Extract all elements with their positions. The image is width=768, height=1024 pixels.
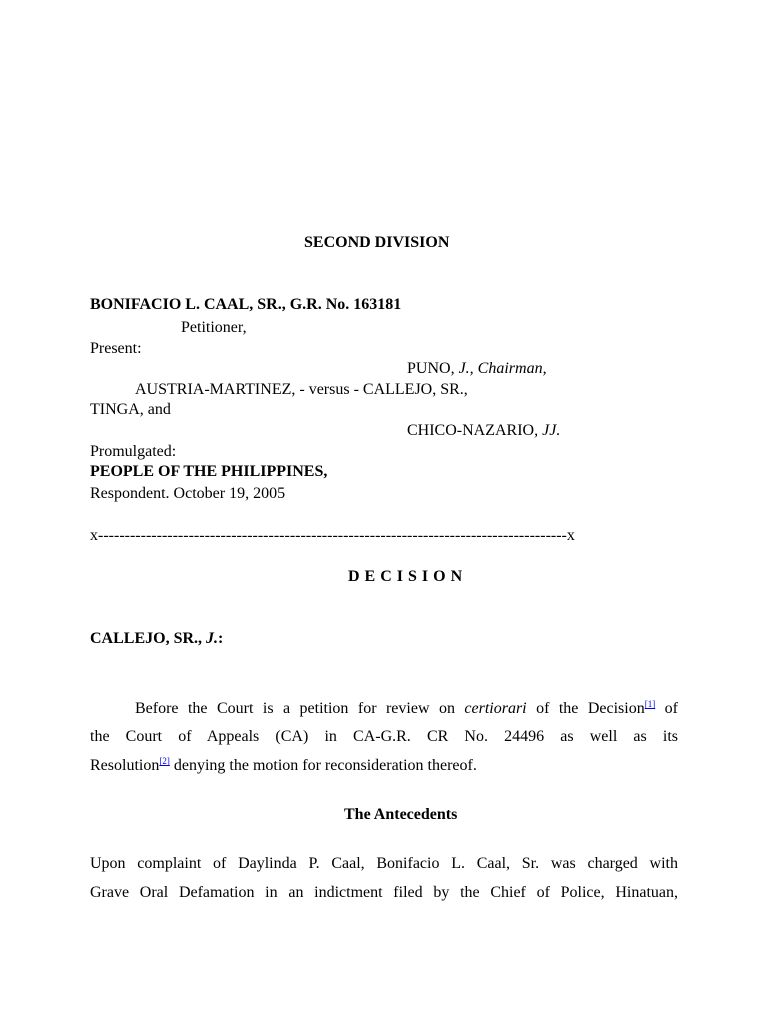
- respondent-line: PEOPLE OF THE PHILIPPINES,: [90, 463, 328, 480]
- decision-heading: DECISION: [348, 568, 468, 585]
- petitioner-line: BONIFACIO L. CAAL, SR., G.R. No. 163181: [90, 296, 402, 313]
- footnote-link-1[interactable]: [1]: [644, 699, 656, 709]
- p1-text-b: of the Decision: [526, 700, 645, 717]
- petitioner-role: Petitioner,: [181, 319, 247, 336]
- p1-resolution: Resolution: [90, 757, 160, 774]
- paragraph-1-line-3: [90, 756, 477, 776]
- ponente-colon: :: [218, 630, 224, 647]
- p1-text-a: Before the Court is a petition for review on: [135, 700, 465, 717]
- bench-justice-chico-nazario: CHICO-NAZARIO: [407, 422, 535, 439]
- ponente-line: [90, 629, 223, 649]
- footnote-link-2[interactable]: [2]: [159, 756, 170, 766]
- paragraph-2-line-2: Grave Oral Defamation in an indictment filed by the Chief of Police, Hinatuan,: [90, 884, 678, 901]
- paragraph-1-line-1: [135, 699, 678, 719]
- p1-text-d: denying the motion for reconsideration thereof.: [169, 757, 477, 774]
- bench-line-4: [407, 421, 560, 441]
- bench-line-2: AUSTRIA-MARTINEZ, - versus - CALLEJO, SR.,: [135, 381, 468, 398]
- paragraph-2-line-1: Upon complaint of Daylinda P. Caal, Bonifacio L. Caal, Sr. was charged with: [90, 855, 678, 872]
- ponente-title: J.: [206, 630, 219, 647]
- antecedents-heading: The Antecedents: [344, 806, 458, 823]
- separator-line: x----------------------------------------------------------------------------------------x: [90, 527, 575, 544]
- ponente-name: CALLEJO, SR.,: [90, 630, 207, 647]
- bench-justice-puno: PUNO: [407, 360, 451, 377]
- promulgated-label: Promulgated:: [90, 443, 177, 460]
- division-heading: SECOND DIVISION: [304, 234, 450, 251]
- bench-line-3: TINGA, and: [90, 401, 171, 418]
- paragraph-1-line-2: the Court of Appeals (CA) in CA-G.R. CR No. 24496 as well as its: [90, 728, 678, 745]
- bench-jj-title: , JJ.: [534, 422, 561, 439]
- p1-text-c: of: [655, 700, 679, 717]
- p1-certiorari: certiorari: [464, 700, 527, 717]
- respondent-role-date: Respondent. October 19, 2005: [90, 485, 286, 502]
- present-label: Present:: [90, 340, 142, 357]
- bench-line-1: [407, 359, 547, 379]
- bench-chairman-title: , J., Chairman,: [450, 360, 547, 377]
